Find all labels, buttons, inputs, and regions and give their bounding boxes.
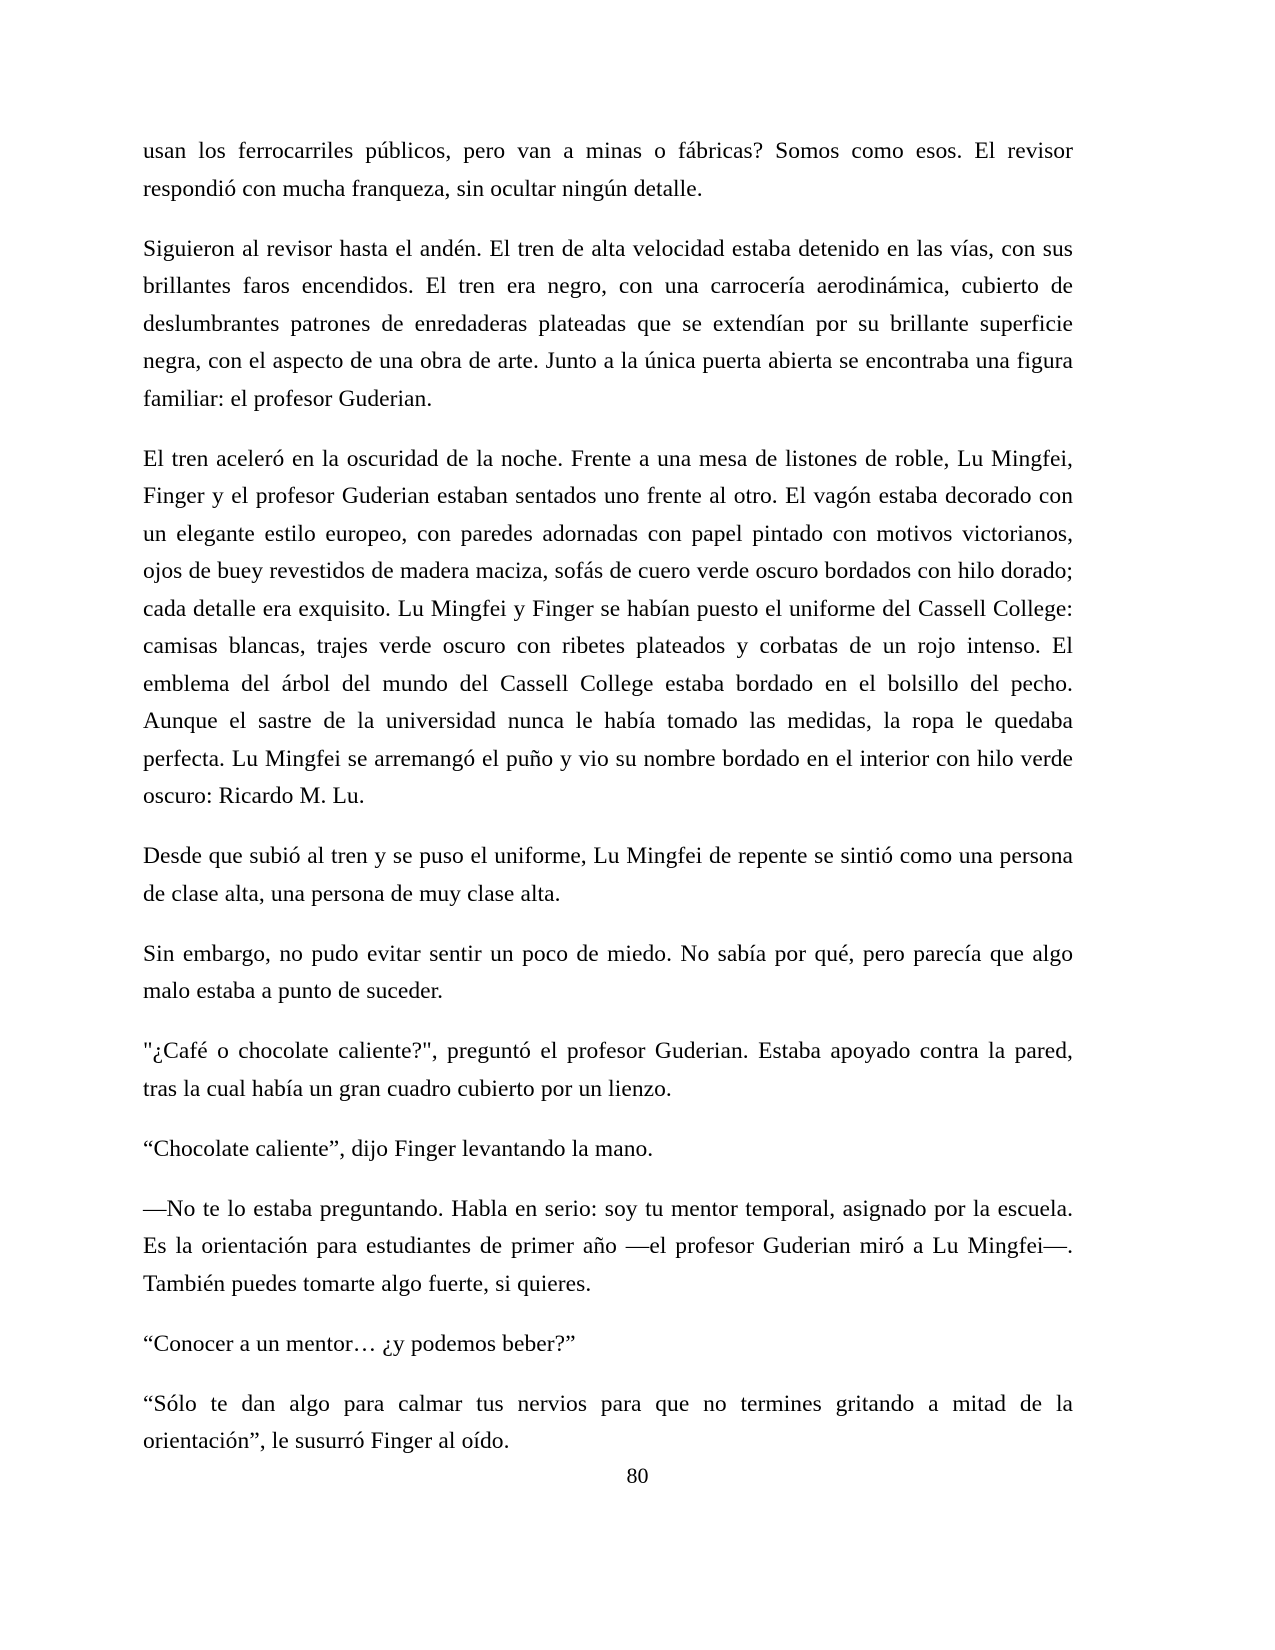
paragraph: usan los ferrocarriles públicos, pero van a minas o fábricas? Somos como esos. El revisor respondió con mucha franqueza, sin ocultar ningún detalle. bbox=[143, 138, 1073, 202]
paragraph: Sin embargo, no pudo evitar sentir un poco de miedo. No sabía por qué, pero parecía que algo malo estaba a punto de suceder. bbox=[143, 940, 1073, 1004]
page-number: 80 bbox=[626, 1463, 649, 1488]
paragraph: El tren aceleró en la oscuridad de la noche. Frente a una mesa de listones de roble, Lu Mingfei, Finger y el profesor Guderian estaban sentados uno frente al otro. El vagón estaba decorado con un elegante estilo europeo, con paredes adornadas con papel pintado con motivos victorianos, ojos de buey revestidos de madera maciza, sofás de cuero verde oscuro bordados con hilo dorado; cada detalle era exquisito. Lu Mingfei y Finger se habían puesto el uniforme del Cassell College: camisas blancas, trajes verde oscuro con ribetes plateados y corbatas de un rojo intenso. El emblema del árbol del mundo del Cassell College estaba bordado en el bolsillo del pecho. Aunque el sastre de la universidad nunca le había tomado las medidas, la ropa le quedaba perfecta. Lu Mingfei se arremangó el puño y vio su nombre bordado en el interior con hilo verde oscuro: Ricardo M. Lu. bbox=[143, 445, 1073, 809]
paragraph: “Sólo te dan algo para calmar tus nervios para que no termines gritando a mitad de la orientación”, le susurró Finger al oído. bbox=[143, 1390, 1073, 1454]
paragraph: Siguieron al revisor hasta el andén. El tren de alta velocidad estaba detenido en las vías, con sus brillantes faros encendidos. El tren era negro, con una carrocería aerodinámica, cubierto de deslumbrantes patrones de enredaderas plateadas que se extendían por su brillante superficie negra, con el aspecto de una obra de arte. Junto a la única puerta abierta se encontraba una figura familiar: el profesor Guderian. bbox=[143, 235, 1073, 412]
paragraph: “Conocer a un mentor… ¿y podemos beber?” bbox=[143, 1330, 576, 1357]
paragraph: —No te lo estaba preguntando. Habla en serio: soy tu mentor temporal, asignado por la escuela. Es la orientación para estudiantes de primer año —el profesor Guderian miró a Lu Mingfei—. También puedes tomarte algo fuerte, si quieres. bbox=[143, 1195, 1073, 1297]
paragraph: "¿Café o chocolate caliente?", preguntó el profesor Guderian. Estaba apoyado contra la pared, tras la cual había un gran cuadro cubierto por un lienzo. bbox=[143, 1038, 1073, 1102]
page-body-text bbox=[143, 133, 1073, 1461]
paragraph: “Chocolate caliente”, dijo Finger levantando la mano. bbox=[143, 1135, 654, 1162]
paragraph: Desde que subió al tren y se puso el uniforme, Lu Mingfei de repente se sintió como una persona de clase alta, una persona de muy clase alta. bbox=[143, 843, 1073, 907]
